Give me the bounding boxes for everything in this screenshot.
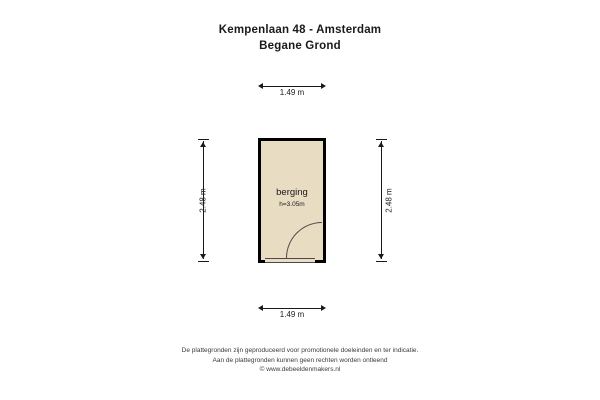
title-address: Kempenlaan 48 - Amsterdam (218, 24, 382, 36)
page-title (0, 22, 600, 54)
dimension-right-label: 2.48 m (384, 188, 394, 213)
footer-credit: © www.debeeldenmakers.nl (259, 366, 341, 373)
dimension-left-label: 2.48 m (198, 188, 208, 213)
door-swing-arc (286, 222, 322, 258)
dimension-right-arrow-up (378, 142, 384, 147)
room-height-label: h=3.05m (279, 201, 305, 208)
door-threshold (265, 258, 315, 263)
dimension-bottom-label: 1.49 m (279, 310, 305, 319)
dimension-left-arrow-down (200, 254, 206, 259)
footer-line-2: Aan de plattegronden kunnen geen rechten worden ontleend (212, 356, 388, 364)
dimension-right-line (381, 141, 382, 259)
dimension-right-arrow-down (378, 254, 384, 259)
dimension-top-label: 1.49 m (279, 88, 305, 97)
dimension-right-tick-bottom (376, 261, 387, 262)
footer-line-1: De plattegronden zijn geproduceerd voor promotionele doeleinden en ter indicatie. (181, 347, 419, 354)
dimension-bottom-line (262, 308, 322, 309)
room-berging[interactable] (258, 138, 326, 263)
dimension-right-tick-top (376, 139, 387, 140)
dimension-top-line (262, 86, 322, 87)
room-name-label: berging (276, 187, 308, 198)
footer-disclaimer (0, 346, 600, 375)
title-floor: Begane Grond (259, 40, 341, 52)
dimension-left-arrow-up (200, 142, 206, 147)
dimension-left-tick-bottom (198, 261, 209, 262)
dimension-left-tick-top (198, 139, 209, 140)
